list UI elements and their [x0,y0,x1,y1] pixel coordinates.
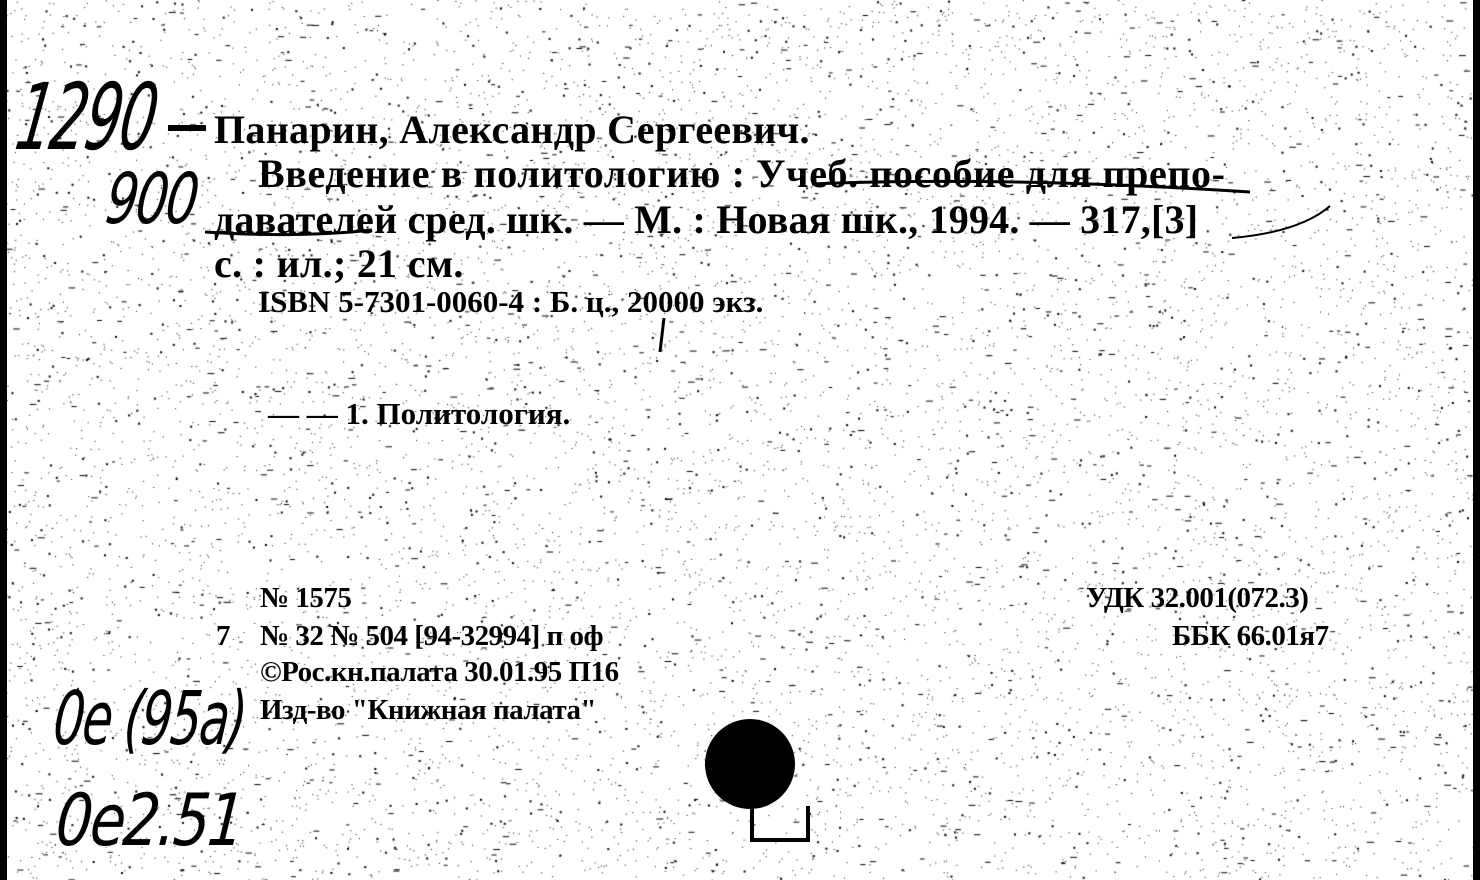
chamber-stamp: ©Рос.кн.палата 30.01.95 П16 [260,656,619,688]
handwritten-shelfmark-mid: 900 [101,158,202,240]
punch-hole [705,719,795,809]
title-line-3: с. : ил.; 21 см. [214,241,464,286]
handwritten-shelfmark-bottom: 0e2.51 [52,778,246,862]
record-numbers: № 32 № 504 [94-32994] п оф [260,620,604,652]
hole-notch [752,806,808,840]
line-prefix: 7 [216,620,230,652]
author-heading: Панарин, Александр Сергеевич. [214,107,810,152]
handwritten-shelfmark-top: 1290 [9,64,164,171]
title-line-1: Введение в политологию : Учеб. пособие для препо- [258,151,1226,196]
pen-stroke [1232,206,1330,238]
handwritten-shelfmark-low: 0e (95a) [50,676,249,762]
pen-tick [660,318,664,352]
isbn-line: ISBN 5-7301-0060-4 : Б. ц., 20000 экз. [258,284,764,319]
card-number: № 1575 [260,582,352,614]
title-line-2: давателей сред. шк. — М. : Новая шк., 1994. — 317,[3] [214,197,1199,242]
udk-code: УДК 32.001(072.3) [1086,582,1309,614]
subject-heading: — — 1. Политология. [268,396,571,431]
bbk-code: ББК 66.01я7 [1172,620,1329,652]
publisher-line: Изд-во "Книжная палата" [260,694,597,726]
